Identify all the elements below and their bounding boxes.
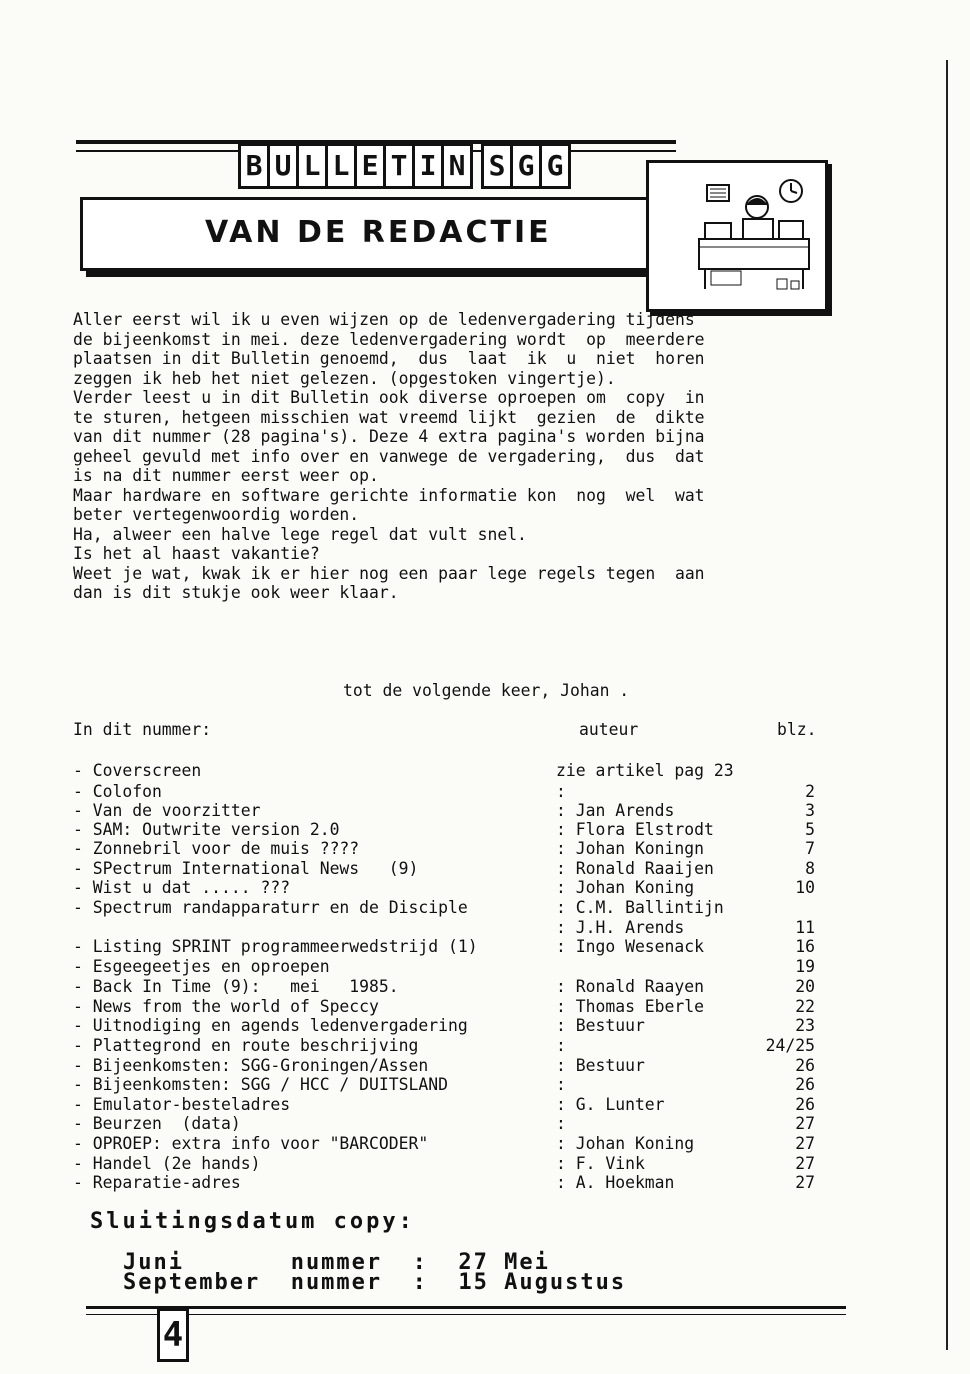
- office-clipart-image: [646, 160, 828, 312]
- toc-row: [73, 820, 833, 840]
- closing-line-september: September nummer : 15 Augustus: [123, 1270, 627, 1295]
- toc-author: :: [556, 1075, 566, 1094]
- text-line: Ha, alweer een halve lege regel dat vult snel.: [73, 524, 527, 544]
- toc-page: 3: [805, 801, 815, 820]
- toc-author: : F. Vink: [556, 1154, 645, 1173]
- toc-title: - SAM: Outwrite version 2.0: [73, 820, 340, 839]
- toc-title: - Bijeenkomsten: SGG-Groningen/Assen: [73, 1056, 429, 1075]
- text-line: Is het al haast vakantie?: [73, 544, 320, 563]
- toc-row: [73, 839, 833, 859]
- toc-row: [73, 1016, 833, 1036]
- toc-title: - Back In Time (9): mei 1985.: [73, 977, 399, 996]
- toc-row: [73, 957, 833, 977]
- toc-page: 26: [795, 1095, 815, 1114]
- toc-author: : Ingo Wesenack: [556, 937, 705, 956]
- toc-author: : Johan Koningn: [556, 839, 705, 858]
- toc-heading: In dit nummer:: [73, 720, 212, 739]
- logo-letter: U: [267, 143, 299, 189]
- toc-row: [73, 977, 833, 997]
- toc-page: 26: [795, 1075, 815, 1094]
- toc-title: - Coverscreen: [73, 761, 202, 780]
- toc-page: 26: [795, 1056, 815, 1075]
- toc-row: [73, 937, 833, 957]
- logo-letter: E: [354, 143, 386, 189]
- logo-letter: L: [325, 143, 357, 189]
- toc-row: [73, 1134, 833, 1154]
- toc-author: : Flora Elstrodt: [556, 820, 714, 839]
- toc-author: :: [556, 1036, 566, 1055]
- logo-letter: N: [441, 143, 473, 189]
- toc-page: 22: [795, 997, 815, 1016]
- toc-author: : Bestuur: [556, 1056, 645, 1075]
- toc-title: - Reparatie-adres: [73, 1173, 241, 1192]
- text-line: Weet je wat, kwak ik er hier nog een paar lege regels tegen aan: [73, 563, 705, 583]
- toc-row: [73, 761, 833, 781]
- toc-row: [73, 1154, 833, 1174]
- toc-title: - Van de voorzitter: [73, 801, 261, 820]
- toc-author: zie artikel pag 23: [556, 761, 734, 780]
- logo-letter: S: [481, 143, 513, 189]
- text-line: Verder leest u in dit Bulletin ook diverse oproepen om copy in: [73, 388, 705, 407]
- toc-title: - SPectrum International News (9): [73, 859, 419, 878]
- toc-title: - Esgeegeetjes en oproepen: [73, 957, 330, 976]
- toc-page: 27: [795, 1134, 815, 1153]
- toc-title: - Listing SPRINT programmeerwedstrijd (1): [73, 937, 478, 956]
- toc-title: - Spectrum randapparaturr en de Disciple: [73, 898, 468, 917]
- toc-title: - Uitnodiging en agends ledenvergadering: [73, 1016, 468, 1035]
- toc-title: - Beurzen (data): [73, 1114, 241, 1133]
- toc-author: : C.M. Ballintijn: [556, 898, 724, 917]
- text-line: Maar hardware en software gerichte informatie kon nog wel wat: [73, 485, 705, 505]
- toc-title: - Emulator-besteladres: [73, 1095, 291, 1114]
- toc-author: : J.H. Arends: [556, 918, 685, 937]
- text-line: dan is dit stukje ook weer klaar.: [73, 583, 399, 602]
- text-line: zeggen ik heb het niet gelezen. (opgestoken vingertje).: [73, 368, 616, 388]
- toc-page: 19: [795, 957, 815, 976]
- footer-rule-thin: [86, 1314, 846, 1315]
- logo-letter: B: [238, 143, 270, 189]
- toc-page: 11: [795, 918, 815, 937]
- office-desk-icon: [649, 163, 825, 309]
- toc-page-header: blz.: [777, 720, 817, 739]
- toc-row: [73, 782, 833, 802]
- text-line: Aller eerst wil ik u even wijzen op de ledenvergadering tijdens: [73, 310, 695, 329]
- text-line: beter vertegenwoordig worden.: [73, 505, 360, 524]
- toc-page: 10: [795, 878, 815, 897]
- toc-row: [73, 878, 833, 898]
- page-title: VAN DE REDACTIE: [205, 215, 552, 250]
- editorial-text: [73, 310, 828, 603]
- toc-author: :: [556, 1114, 566, 1133]
- toc-title: - Bijeenkomsten: SGG / HCC / DUITSLAND: [73, 1075, 448, 1094]
- toc-row: [73, 801, 833, 821]
- toc-title: - Wist u dat ..... ???: [73, 878, 291, 897]
- toc-title: - Handel (2e hands): [73, 1154, 261, 1173]
- toc-page: 27: [795, 1173, 815, 1192]
- toc-author: : Ronald Raaijen: [556, 859, 714, 878]
- toc-author: : Ronald Raayen: [556, 977, 705, 996]
- toc-page: 24/25: [765, 1036, 815, 1055]
- toc-row: [73, 1095, 833, 1115]
- toc-row: [73, 1056, 833, 1076]
- signoff: tot de volgende keer, Johan .: [343, 681, 630, 700]
- toc-title: - Plattegrond en route beschrijving: [73, 1036, 419, 1055]
- toc-author: :: [556, 782, 566, 801]
- toc-row: [73, 1075, 833, 1095]
- toc-page: 7: [805, 839, 815, 858]
- toc-author: : A. Hoekman: [556, 1173, 675, 1192]
- toc-author: : Johan Koning: [556, 1134, 695, 1153]
- closing-date-title: Sluitingsdatum copy:: [90, 1209, 415, 1234]
- toc-page: 8: [805, 859, 815, 878]
- title-box: [80, 197, 681, 271]
- toc-title: - Colofon: [73, 782, 162, 801]
- closing-line-june: Juni nummer : 27 Mei: [123, 1250, 550, 1275]
- text-line: de bijeenkomst in mei. deze ledenvergadering wordt op meerdere: [73, 329, 705, 349]
- text-line: geheel gevuld met info over en vanwege de vergadering, dus dat: [73, 446, 705, 466]
- toc-row: [73, 859, 833, 879]
- footer-rule: [86, 1306, 846, 1309]
- toc-row: [73, 997, 833, 1017]
- text-line: plaatsen in dit Bulletin genoemd, dus laat ik u niet horen: [73, 349, 705, 368]
- text-line: is na dit nummer eerst weer op.: [73, 466, 379, 485]
- toc-title: - Zonnebril voor de muis ????: [73, 839, 360, 858]
- toc-author: : G. Lunter: [556, 1095, 665, 1114]
- toc-page: 16: [795, 937, 815, 956]
- logo-letter: I: [412, 143, 444, 189]
- toc-row: [73, 918, 833, 938]
- toc-author: : Jan Arends: [556, 801, 675, 820]
- toc-author: : Thomas Eberle: [556, 997, 705, 1016]
- toc-page: 27: [795, 1154, 815, 1173]
- toc-row: [73, 1036, 833, 1056]
- logo-letter: T: [383, 143, 415, 189]
- toc-page: 20: [795, 977, 815, 996]
- toc-author: : Bestuur: [556, 1016, 645, 1035]
- margin-rule: [946, 60, 948, 1350]
- page-number: 4: [157, 1308, 189, 1362]
- toc-author-header: auteur: [579, 720, 639, 739]
- text-line: van dit nummer (28 pagina's). Deze 4 extra pagina's worden bijna: [73, 427, 705, 446]
- text-line: te sturen, hetgeen misschien wat vreemd lijkt gezien de dikte: [73, 407, 705, 427]
- toc-row: [73, 1114, 833, 1134]
- logo-letter: G: [510, 143, 542, 189]
- toc-page: 27: [795, 1114, 815, 1133]
- toc-page: 2: [805, 782, 815, 801]
- toc-title: - OPROEP: extra info voor "BARCODER": [73, 1134, 429, 1153]
- toc-title: - News from the world of Speccy: [73, 997, 379, 1016]
- toc-page: 5: [805, 820, 815, 839]
- bulletin-sgg-logo: [238, 143, 568, 189]
- logo-letter: L: [296, 143, 328, 189]
- toc-row: [73, 1173, 833, 1193]
- toc-row: [73, 898, 833, 918]
- toc-author: : Johan Koning: [556, 878, 695, 897]
- logo-letter: G: [539, 143, 571, 189]
- toc-page: 23: [795, 1016, 815, 1035]
